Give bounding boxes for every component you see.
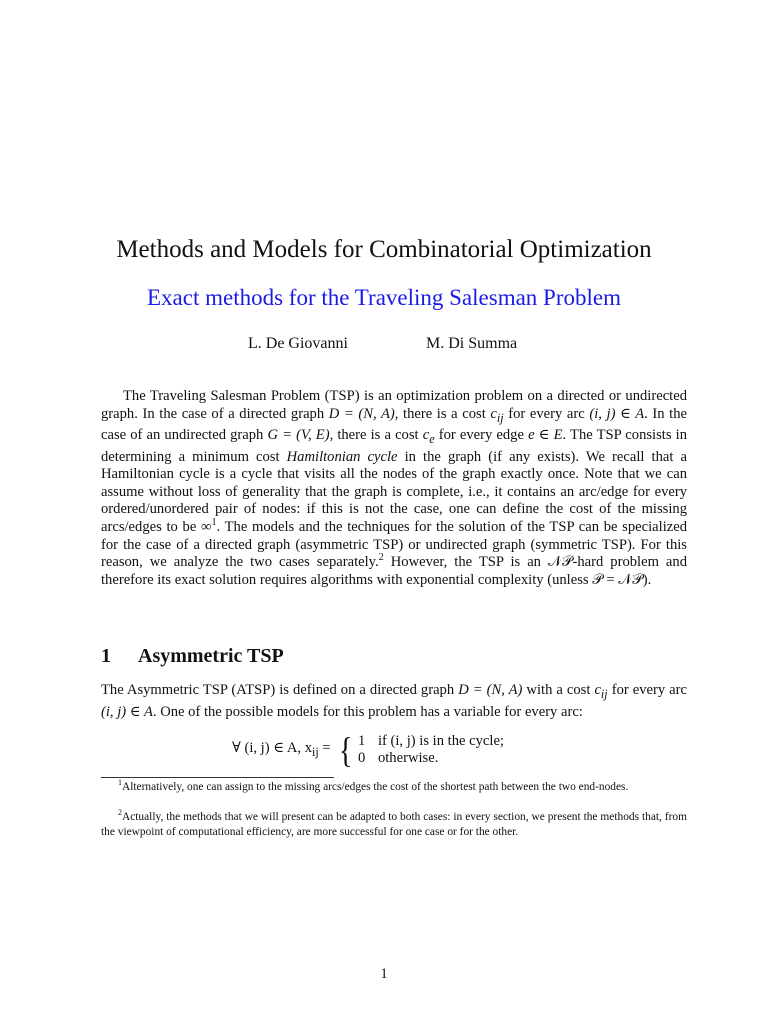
footnote-ref-2[interactable]: 2 bbox=[378, 552, 384, 564]
left-brace-icon: { bbox=[338, 730, 353, 770]
section-title: Asymmetric TSP bbox=[138, 645, 284, 667]
hamiltonian-cycle-term: Hamiltonian cycle bbox=[286, 448, 398, 465]
section-number: 1 bbox=[101, 645, 111, 667]
paper-subtitle[interactable]: Exact methods for the Traveling Salesman Problem bbox=[147, 285, 621, 310]
section-heading-1 bbox=[101, 643, 284, 669]
author-2: M. Di Summa bbox=[426, 335, 518, 352]
footnote-1: $^1$Alternatively, one can assign to the missing arcs/edges the cost of the shortest path between the two end-nodes. bbox=[118, 778, 629, 793]
author-1: L. De Giovanni bbox=[248, 335, 348, 352]
equation-case-1: 1 if (i, j) is in the cycle; bbox=[357, 733, 504, 749]
footnote-2: $^2$Actually, the methods that we will present can be adapted to both cases: in every section, we present the methods that, from the viewpoint of computational efficiency, are more successful for one case or for the other. bbox=[101, 808, 687, 839]
equation-case-2: 0 otherwise. bbox=[357, 750, 439, 766]
footnote-divider bbox=[101, 777, 334, 778]
section-1-paragraph: The Asymmetric TSP (ATSP) is defined on a directed graph D = (N, A) with a cost $c_{ij}$ for every arc (i, j) ∈ A. One of the possible models for this problem has a variable for every arc: bbox=[101, 682, 687, 720]
equation-cases bbox=[358, 733, 504, 767]
footnote-ref-1[interactable]: 1 bbox=[211, 517, 217, 529]
variable-definition-equation bbox=[232, 732, 504, 768]
equation-lhs: ∀ (i, j) ∈ A, $x_{ij}$ = bbox=[232, 739, 331, 759]
intro-paragraph: The Traveling Salesman Problem (TSP) is an optimization problem on a directed or undirected graph. In the case of a directed graph D = (N, A), there is a cost $c_{ij}$ for every arc (i, j) ∈ A. In the case of an undirected graph G = (V, E), there is a cost $c_e$ for every edge e ∈ E. The TSP consists in determining a minimum cost Hamiltonian cycle in the graph (if any exists). We recall that a Hamiltonian cycle is a cycle that visits all the nodes of the graph exactly once. Note that we can assume without loss of generality that the graph is complete, i.e., it contains an arc/edge for every ordered/unordered pair of nodes: if this is not the case, one can define the cost of the missing arcs/edges to be ∞$^1$. The models and the techniques for the solution of the TSP can be specialized for the case of a directed graph (asymmetric TSP) or undirected graph (symmetric TSP). For this reason, we analyze the two cases separately.$^2$ However, the TSP is an 𝒩𝒫-hard problem and therefore its exact solution requires algorithms with exponential complexity (unless 𝒫 = 𝒩𝒫). bbox=[101, 388, 688, 588]
page-number: 1 bbox=[380, 966, 388, 982]
paper-title: Methods and Models for Combinatorial Optimization bbox=[116, 236, 652, 263]
